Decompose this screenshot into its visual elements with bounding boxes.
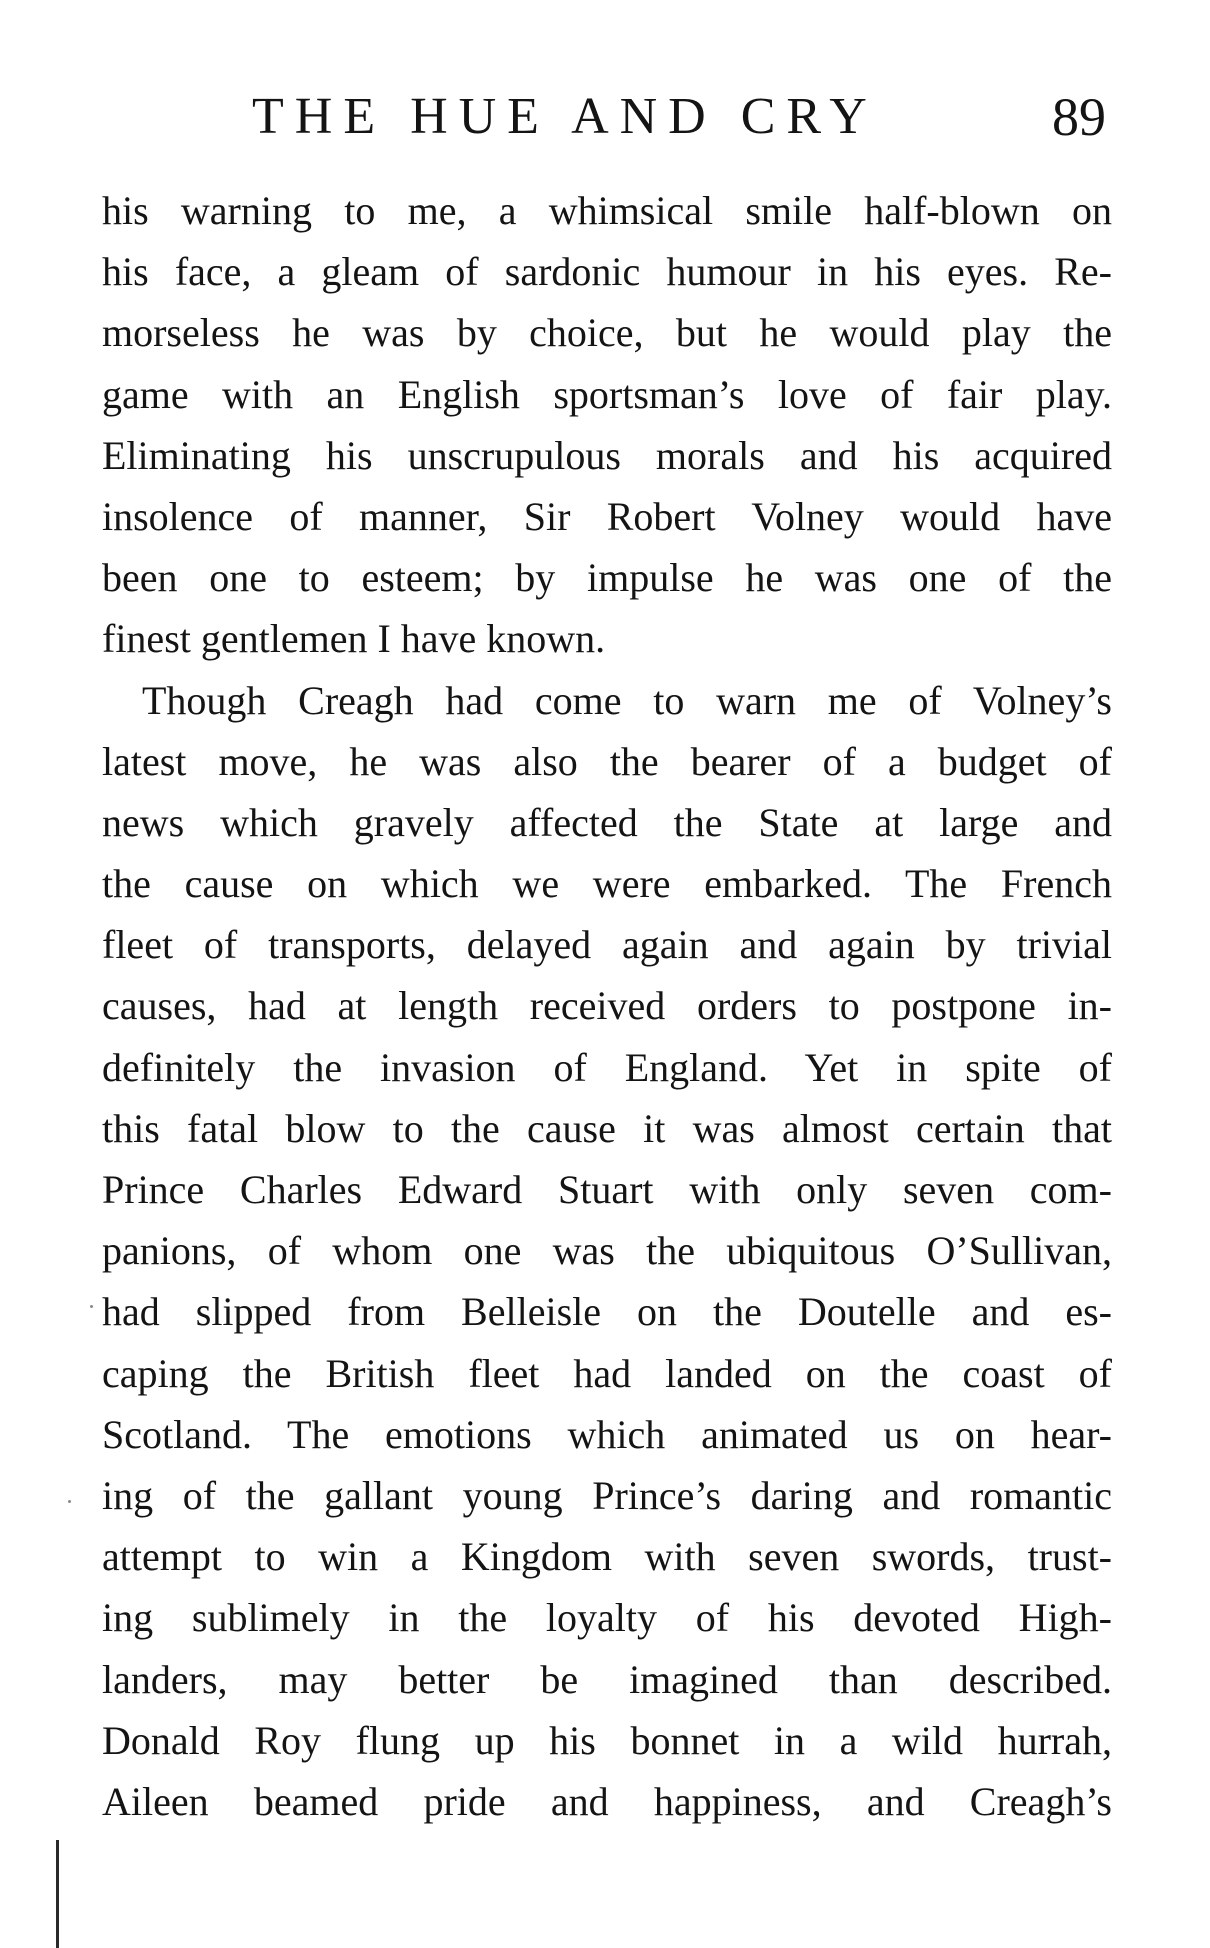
text-line: Prince Charles Edward Stuart with only seven com-	[102, 1167, 1112, 1212]
page-number: 89	[1052, 87, 1106, 147]
running-title: THE HUE AND CRY	[252, 88, 878, 145]
text-line: his warning to me, a whimsical smile half-blown on	[102, 188, 1112, 233]
text-line: ing of the gallant young Prince’s daring and romantic	[102, 1472, 1112, 1518]
running-head	[102, 82, 1112, 152]
text-line: had slipped from Belleisle on the Doutelle and es-	[102, 1289, 1112, 1335]
scan-speck	[68, 1500, 71, 1503]
text-line: Aileen beamed pride and happiness, and Creagh’s	[102, 1778, 1112, 1824]
text-line: been one to esteem; by impulse he was one of the	[102, 555, 1112, 601]
text-line: finest gentlemen I have known.	[102, 616, 606, 662]
text-line: his face, a gleam of sardonic humour in his eyes. Re-	[102, 249, 1112, 295]
text-line: Though Creagh had come to warn me of Volney’s	[142, 677, 1112, 723]
text-line: Scotland. The emotions which animated us on hear-	[102, 1411, 1112, 1457]
scan-speck	[90, 1305, 93, 1308]
text-line: this fatal blow to the cause it was almost certain that	[102, 1105, 1112, 1151]
text-line: panions, of whom one was the ubiquitous O’Sullivan,	[102, 1228, 1112, 1274]
text-line: Eliminating his unscrupulous morals and his acquired	[102, 432, 1112, 478]
text-line: morseless he was by choice, but he would play the	[102, 310, 1112, 356]
text-line: caping the British fleet had landed on the coast of	[102, 1350, 1112, 1396]
text-line: landers, may better be imagined than described.	[102, 1656, 1112, 1702]
text-line: causes, had at length received orders to postpone in-	[102, 983, 1112, 1029]
text-line: ing sublimely in the loyalty of his devoted High-	[102, 1595, 1112, 1641]
binding-edge-mark	[56, 1840, 59, 1948]
text-line: the cause on which we were embarked. The French	[102, 861, 1112, 907]
text-line: news which gravely affected the State at large and	[102, 799, 1112, 845]
text-line: insolence of manner, Sir Robert Volney would have	[102, 493, 1112, 539]
text-line: attempt to win a Kingdom with seven swords, trust-	[102, 1534, 1112, 1580]
text-line: latest move, he was also the bearer of a budget of	[102, 738, 1112, 784]
text-line: Donald Roy flung up his bonnet in a wild hurrah,	[102, 1717, 1112, 1763]
text-line: definitely the invasion of England. Yet in spite of	[102, 1044, 1112, 1090]
text-line: game with an English sportsman’s love of fair play.	[102, 371, 1112, 417]
text-line: fleet of transports, delayed again and again by trivial	[102, 922, 1112, 968]
body-text	[102, 180, 1112, 1832]
